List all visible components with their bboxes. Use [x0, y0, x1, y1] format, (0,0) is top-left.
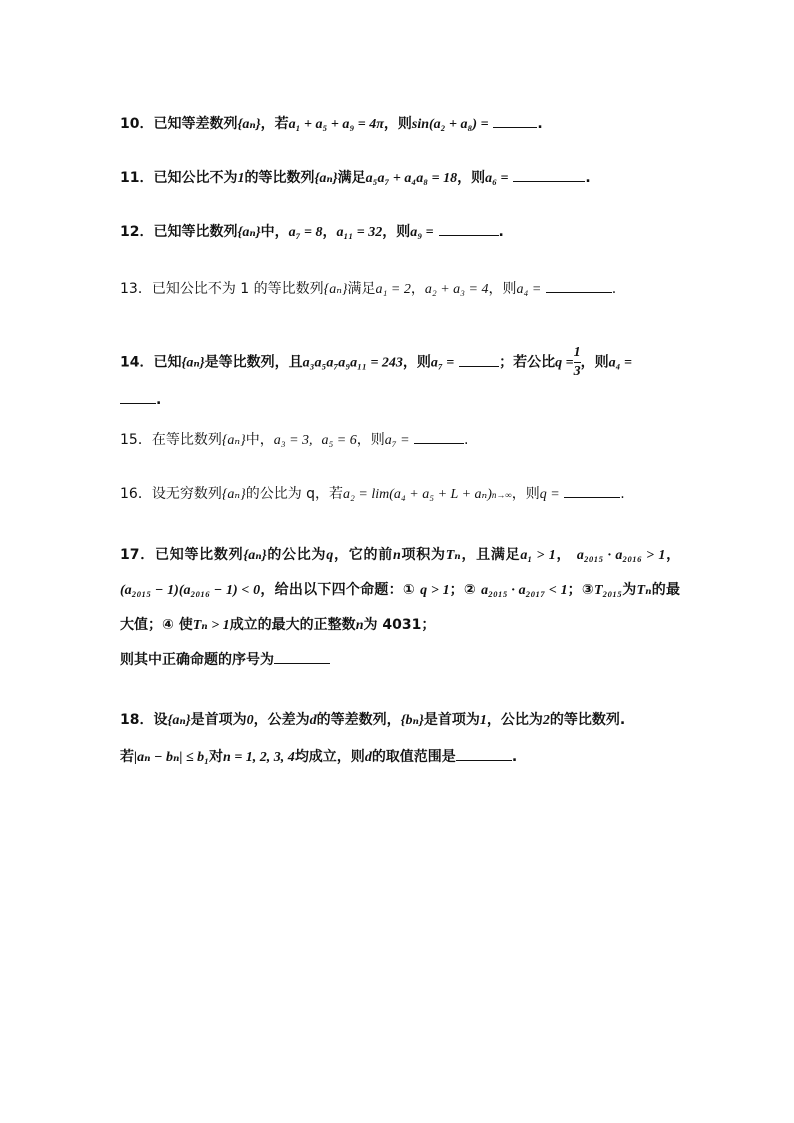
math: a₅a₇ + a₄a₈ = 18 [365, 171, 458, 186]
question-14 [120, 344, 680, 418]
question-16 [120, 484, 680, 505]
math: Tₙ [445, 548, 461, 563]
text: 均成立，则 [294, 749, 365, 765]
question-number: 18． [120, 712, 154, 728]
text: 已知等比数列 [154, 547, 244, 563]
text: ，则 [457, 170, 486, 186]
math: a₇ = [384, 433, 410, 448]
text: . [464, 432, 469, 448]
answer-blank[interactable] [493, 115, 537, 128]
fraction-numerator: 1 [574, 344, 581, 363]
limit-subscript: n→∞ [491, 490, 512, 500]
math: {aₙ} [167, 713, 191, 728]
text: 的等比数列 [244, 170, 315, 186]
answer-blank[interactable] [414, 431, 464, 444]
text: ， [322, 224, 337, 240]
text: ， [410, 281, 425, 297]
text: ，则 [511, 486, 540, 502]
text: 在等比数列 [151, 432, 222, 448]
text: 已知公比不为 [153, 170, 238, 186]
text: ；③ [567, 582, 594, 598]
text: ，则 [488, 281, 517, 297]
answer-blank[interactable] [274, 651, 330, 664]
text: 的取值范围是 [371, 749, 456, 765]
math: a₁₁ = 32 [336, 225, 383, 240]
math: n [355, 618, 364, 633]
question-15 [120, 430, 680, 451]
text: . [537, 116, 543, 132]
math: {aₙ} [221, 433, 246, 448]
text: . [498, 224, 504, 240]
math: {aₙ} [237, 117, 261, 132]
text: ，公比为 [486, 712, 543, 728]
math: a₂ + a₃ = 4 [424, 282, 489, 297]
math: a₁ > 1 [520, 548, 556, 563]
text: ，公差为 [253, 712, 310, 728]
text: 满足 [347, 281, 376, 297]
answer-blank[interactable] [120, 391, 156, 404]
text: 的等比数列. [549, 712, 626, 728]
math: n = 1, 2, 3, 4 [223, 750, 295, 765]
text: ，则 [356, 432, 385, 448]
question-17 [120, 538, 680, 677]
answer-blank[interactable] [513, 169, 585, 182]
math: q > 1 [420, 583, 450, 598]
question-number: 15． [120, 432, 152, 448]
text: 中， [245, 432, 274, 448]
math: sin(a₂ + a₈) = [411, 117, 489, 132]
answer-blank[interactable] [546, 280, 612, 293]
text: 的最大值；④ 使 [120, 582, 681, 633]
math: 1 [479, 713, 487, 728]
math: a₂ = lim(a₄ + a₅ + L + aₙ) [343, 487, 492, 502]
text: 对 [209, 749, 224, 765]
text: 成立的最大的正整数 [229, 617, 356, 633]
question-number: 17． [120, 547, 155, 563]
text: 满足 [337, 170, 366, 186]
question-10 [120, 114, 680, 135]
answer-blank[interactable] [459, 354, 499, 367]
math: {bₙ} [400, 713, 424, 728]
question-number: 11． [120, 170, 154, 186]
text: ， [555, 547, 572, 563]
answer-blank[interactable] [456, 748, 512, 761]
text: 是等比数列，且 [204, 354, 303, 371]
text: . [611, 281, 617, 297]
fraction [574, 344, 581, 381]
math: a₇ = [430, 355, 455, 371]
answer-blank[interactable] [439, 223, 499, 236]
text: 项积为 [400, 547, 446, 563]
math: (a₂₀₁₅ − 1)(a₂₀₁₆ − 1) < 0 [120, 583, 261, 598]
math: d [309, 713, 317, 728]
text: 是首项为 [190, 712, 247, 728]
question-number: 13． [120, 281, 152, 297]
text: 已知 [153, 354, 182, 371]
math: {aₙ} [243, 548, 267, 563]
text: . [156, 391, 162, 408]
math: q = [555, 355, 574, 371]
math: a₃ = 3, [273, 433, 313, 448]
text: . [585, 170, 591, 186]
math: a₆ = [485, 171, 509, 186]
text: 已知等比数列 [153, 224, 238, 240]
text: ，则 [402, 354, 431, 371]
math: a₄ = [608, 355, 632, 371]
question-number: 12． [120, 224, 154, 240]
text: ，则 [580, 354, 609, 371]
math: 1 [237, 171, 245, 186]
text: 则其中正确命题的序号为 [120, 652, 274, 668]
text: . [511, 749, 518, 765]
text: 是首项为 [423, 712, 480, 728]
question-number: 16． [120, 486, 152, 502]
math: a₅ = 6 [321, 433, 357, 448]
math: |aₙ − bₙ| ≤ b₁ [134, 750, 210, 765]
text: . [620, 486, 625, 502]
text: ， [665, 547, 681, 563]
text: ；② [449, 582, 476, 598]
question-11 [120, 168, 680, 189]
text: ，给出以下四个命题：① [260, 582, 415, 598]
math: T₂₀₁₅ [593, 583, 623, 598]
question-13 [120, 279, 680, 300]
text: ，则 [382, 224, 411, 240]
fraction-denominator: 3 [573, 364, 581, 379]
question-number: 14． [120, 354, 154, 371]
math: q [326, 548, 334, 563]
text: 为 [622, 582, 637, 598]
math: {aₙ} [181, 355, 205, 371]
math: a₂₀₁₅ · a₂₀₁₇ < 1 [481, 583, 568, 598]
text: ，它的前 [333, 547, 393, 563]
math: Tₙ [636, 583, 652, 598]
text: ，则 [383, 116, 412, 132]
text: 设 [153, 712, 168, 728]
math: {aₙ} [314, 171, 338, 186]
text: ；若公比 [499, 354, 556, 371]
text: 的公比为 [266, 547, 327, 563]
question-18 [120, 702, 680, 776]
question-number: 10． [120, 116, 154, 132]
math: q = [539, 487, 560, 502]
text: 设无穷数列 [151, 486, 222, 502]
math: {aₙ} [221, 487, 246, 502]
math: a₂₀₁₅ · a₂₀₁₆ > 1 [576, 548, 666, 563]
text: 已知等差数列 [153, 116, 238, 132]
text: 若 [120, 749, 134, 765]
text: 中， [260, 224, 289, 240]
math: d [364, 750, 372, 765]
text: ，且满足 [460, 547, 521, 563]
math: a₉ = [410, 225, 434, 240]
math: a₁ + a₅ + a₉ = 4π [288, 117, 384, 132]
math: {aₙ} [323, 282, 348, 297]
question-12 [120, 222, 680, 243]
math: n [392, 548, 401, 563]
math: a₄ = [516, 282, 542, 297]
math: {aₙ} [237, 225, 261, 240]
math: 0 [246, 713, 254, 728]
text: 为 4031； [363, 617, 436, 633]
math: a₁ = 2 [375, 282, 411, 297]
math: 2 [542, 713, 550, 728]
text: 的公比为 q，若 [245, 486, 344, 502]
math: a₇ = 8 [288, 225, 323, 240]
text: ，若 [260, 116, 289, 132]
answer-blank[interactable] [564, 485, 620, 498]
math: Tₙ > 1 [192, 618, 230, 633]
text: 已知公比不为 1 的等比数列 [151, 281, 324, 297]
math: a₃a₅a₇a₉a₁₁ = 243 [302, 355, 403, 371]
text: 的等差数列， [316, 712, 401, 728]
